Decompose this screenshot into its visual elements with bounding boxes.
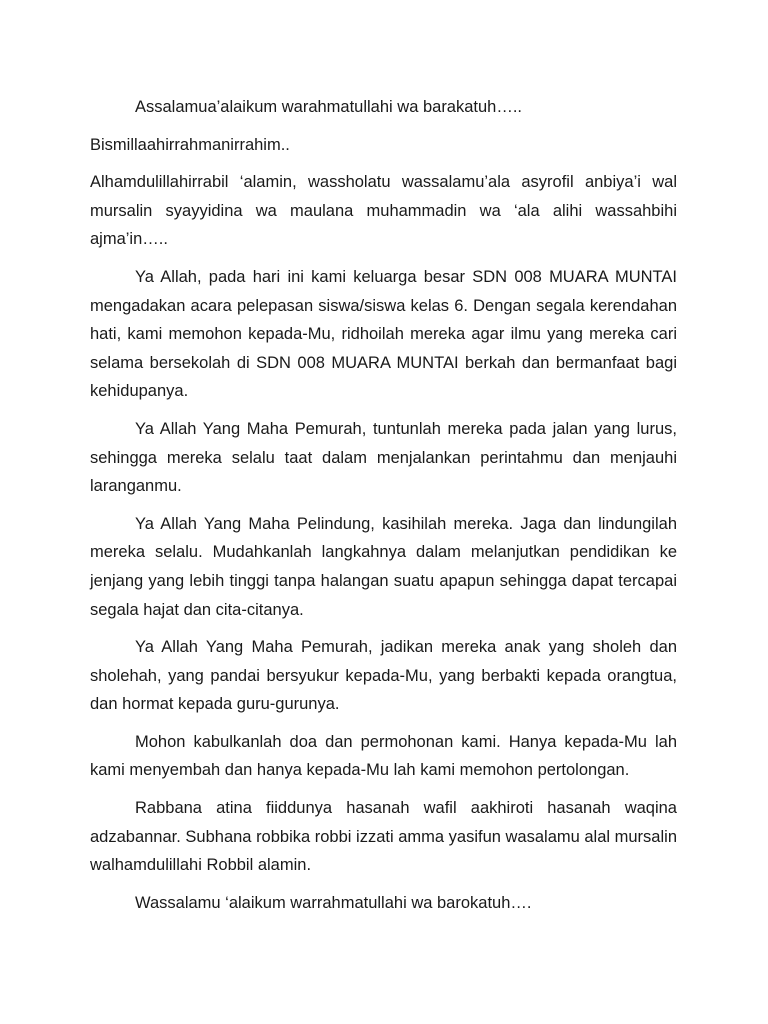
paragraph-greeting: Assalamua’alaikum warahmatullahi wa barakatuh….. (135, 98, 523, 116)
document-body (90, 93, 677, 926)
paragraph-basmalah: Bismillaahirrahmanirrahim.. (90, 135, 290, 154)
paragraph-hamdalah: Alhamdulillahirrabil ‘alamin, wassholatu wassalamu’ala asyrofil anbiya’i wal mursalin syayyidina wa maulana muhammadin wa ‘ala alihi wassahbihi ajma’in….. (90, 173, 677, 249)
paragraph-rabbana: Rabbana atina fiiddunya hasanah wafil aakhiroti hasanah waqina adzabannar. Subhana robbika robbi izzati amma yasifun wasalamu alal mursalin walhamdulillahi Robbil alamin. (90, 799, 677, 875)
paragraph-closing: Wassalamu ‘alaikum warrahmatullahi wa barokatuh…. (135, 893, 532, 912)
paragraph-prayer-protection: Ya Allah Yang Maha Pelindung, kasihilah mereka. Jaga dan lindungilah mereka selalu. Mudahkanlah langkahnya dalam melanjutkan pendidikan ke jenjang yang lebih tinggi tanpa halangan suatu apapun sehingga dapat tercapai segala hajat dan cita-citanya. (90, 514, 677, 619)
paragraph-prayer-guidance: Ya Allah Yang Maha Pemurah, tuntunlah mereka pada jalan yang lurus, sehingga mereka selalu taat dalam menjalankan perintahmu dan menjauhi laranganmu. (90, 419, 677, 496)
paragraph-prayer-opening: Ya Allah, pada hari ini kami keluarga besar SDN 008 MUARA MUNTAI mengadakan acara pelepasan siswa/siswa kelas 6. Dengan segala kerendahan hati, kami memohon kepada-Mu, ridhoilah mereka agar ilmu yang mereka cari selama bersekolah di SDN 008 MUARA MUNTAI berkah dan bermanfaat bagi kehidupanya. (90, 267, 677, 401)
paragraph-plea: Mohon kabulkanlah doa dan permohonan kami. Hanya kepada-Mu lah kami menyembah dan hanya kepada-Mu lah kami memohon pertolongan. (90, 732, 677, 780)
paragraph-prayer-virtue: Ya Allah Yang Maha Pemurah, jadikan mereka anak yang sholeh dan sholehah, yang pandai bersyukur kepada-Mu, yang berbakti kepada orangtua, dan hormat kepada guru-gurunya. (90, 638, 677, 714)
